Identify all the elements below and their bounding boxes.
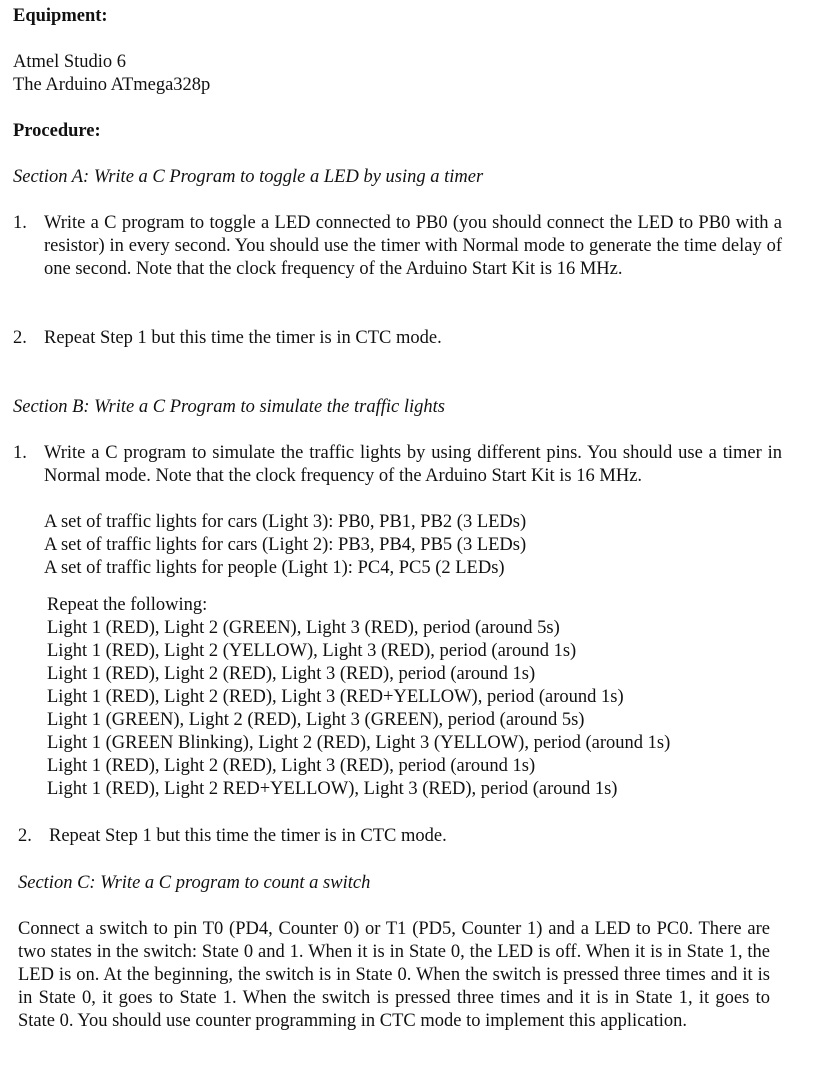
light-set-line: A set of traffic lights for people (Light 1): PC4, PC5 (2 LEDs): [44, 558, 505, 578]
step-text: Write a C program to simulate the traffic lights by using different pins. You should use a timer in Normal mode. Note that the clock frequency of the Arduino Start Kit is 16 MHz.: [44, 443, 782, 486]
section-a-step-1: [13, 212, 783, 304]
step-number: 1.: [13, 213, 27, 233]
procedure-heading: Procedure:: [13, 121, 101, 141]
sequence-line: Light 1 (RED), Light 2 (YELLOW), Light 3 (RED), period (around 1s): [47, 641, 577, 661]
section-a-step-2: [13, 327, 783, 350]
step-number: 2.: [18, 826, 32, 846]
section-c-body: Connect a switch to pin T0 (PD4, Counter 0) or T1 (PD5, Counter 1) and a LED to PC0. There are two states in the switch: State 0 and 1. When it is in State 0, the LED is off. When it is in State 1, the LED is on. At the beginning, the switch is in State 0. When the switch is pressed three times and it is in State 0, it goes to State 1. When the switch is pressed three times and it is in State 1, it goes to State 0. You should use counter programming in CTC mode to implement this application.: [18, 919, 770, 1031]
sequence-line: Light 1 (RED), Light 2 (RED), Light 3 (RED), period (around 1s): [47, 756, 536, 776]
traffic-light-sets: [44, 511, 526, 580]
equipment-item: Atmel Studio 6: [13, 52, 127, 72]
sequence-line: Light 1 (RED), Light 2 RED+YELLOW), Light 3 (RED), period (around 1s): [47, 779, 618, 799]
sequence-line: Light 1 (RED), Light 2 (RED), Light 3 (RED+YELLOW), period (around 1s): [47, 687, 624, 707]
equipment-heading: Equipment:: [13, 6, 108, 26]
repeat-heading: Repeat the following:: [47, 595, 208, 615]
light-set-line: A set of traffic lights for cars (Light 2): PB3, PB4, PB5 (3 LEDs): [44, 535, 527, 555]
equipment-item: The Arduino ATmega328p: [13, 75, 211, 95]
section-c-title: Section C: Write a C program to count a switch: [18, 873, 371, 893]
step-number: 1.: [13, 443, 27, 463]
sequence-line: Light 1 (GREEN Blinking), Light 2 (RED), Light 3 (YELLOW), period (around 1s): [47, 733, 671, 753]
step-text: Repeat Step 1 but this time the timer is in CTC mode.: [44, 328, 442, 348]
sequence-line: Light 1 (RED), Light 2 (GREEN), Light 3 (RED), period (around 5s): [47, 618, 560, 638]
step-text: Write a C program to toggle a LED connected to PB0 (you should connect the LED to PB0 with a resistor) in every second. You should use the timer with Normal mode to generate the time delay of one second. Note that the clock frequency of the Arduino Start Kit is 16 MHz.: [44, 213, 782, 279]
section-b-step-2: [18, 825, 788, 848]
sequence-line: Light 1 (GREEN), Light 2 (RED), Light 3 (GREEN), period (around 5s): [47, 710, 585, 730]
light-sequence: [47, 617, 670, 801]
section-a-title: Section A: Write a C Program to toggle a LED by using a timer: [13, 167, 484, 187]
sequence-line: Light 1 (RED), Light 2 (RED), Light 3 (RED), period (around 1s): [47, 664, 536, 684]
section-b-title: Section B: Write a C Program to simulate the traffic lights: [13, 397, 445, 417]
section-b-step-1: [13, 442, 783, 488]
light-set-line: A set of traffic lights for cars (Light 3): PB0, PB1, PB2 (3 LEDs): [44, 512, 527, 532]
step-text: Repeat Step 1 but this time the timer is in CTC mode.: [49, 826, 447, 846]
step-number: 2.: [13, 328, 27, 348]
